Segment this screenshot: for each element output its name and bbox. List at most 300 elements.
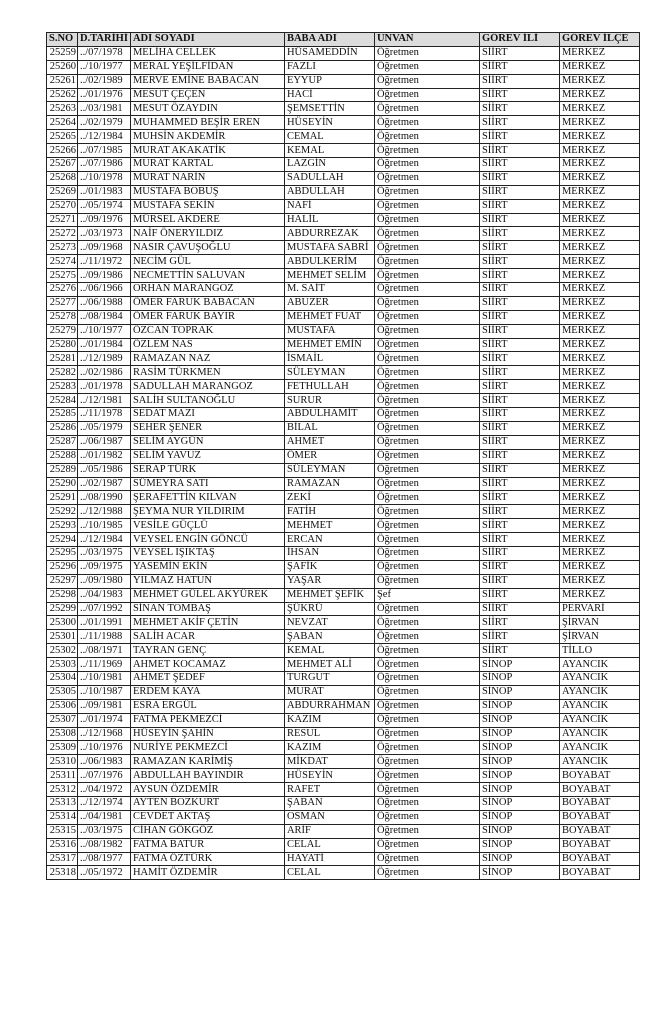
cell-title: Öğretmen — [374, 283, 479, 297]
cell-province: SİİRT — [479, 546, 559, 560]
cell-date: ../01/1982 — [78, 449, 131, 463]
cell-father: MUSTAFA SABRİ — [284, 241, 374, 255]
cell-district: MERKEZ — [559, 574, 639, 588]
cell-father: SURUR — [284, 394, 374, 408]
cell-name: MURAT NARİN — [130, 171, 284, 185]
cell-father: FATİH — [284, 505, 374, 519]
cell-district: BOYABAT — [559, 810, 639, 824]
cell-date: ../03/1975 — [78, 824, 131, 838]
cell-title: Öğretmen — [374, 852, 479, 866]
cell-district: AYANCIK — [559, 755, 639, 769]
cell-district: MERKEZ — [559, 46, 639, 60]
table-row — [47, 241, 640, 255]
cell-province: SİNOP — [479, 783, 559, 797]
cell-province: SİNOP — [479, 713, 559, 727]
cell-name: RAMAZAN KARİMİŞ — [130, 755, 284, 769]
cell-province: SİİRT — [479, 449, 559, 463]
cell-name: AHMET ŞEDEF — [130, 671, 284, 685]
cell-district: MERKEZ — [559, 74, 639, 88]
cell-province: SİİRT — [479, 588, 559, 602]
cell-district: MERKEZ — [559, 477, 639, 491]
cell-province: SİİRT — [479, 88, 559, 102]
cell-title: Şef — [374, 588, 479, 602]
cell-father: SÜLEYMAN — [284, 366, 374, 380]
cell-father: KEMAL — [284, 144, 374, 158]
cell-title: Öğretmen — [374, 769, 479, 783]
cell-father: FAZLI — [284, 60, 374, 74]
cell-sno: 25283 — [47, 380, 78, 394]
cell-title: Öğretmen — [374, 644, 479, 658]
cell-father: HALİL — [284, 213, 374, 227]
cell-province: SİİRT — [479, 283, 559, 297]
cell-father: CEMAL — [284, 130, 374, 144]
cell-district: MERKEZ — [559, 88, 639, 102]
header-title: UNVAN — [374, 33, 479, 47]
cell-date: ../06/1983 — [78, 755, 131, 769]
cell-title: Öğretmen — [374, 546, 479, 560]
cell-sno: 25289 — [47, 463, 78, 477]
cell-district: MERKEZ — [559, 366, 639, 380]
cell-title: Öğretmen — [374, 46, 479, 60]
cell-district: MERKEZ — [559, 491, 639, 505]
cell-father: SADULLAH — [284, 171, 374, 185]
cell-province: SİİRT — [479, 505, 559, 519]
cell-province: SİİRT — [479, 366, 559, 380]
cell-province: SİİRT — [479, 269, 559, 283]
cell-district: AYANCIK — [559, 713, 639, 727]
cell-district: MERKEZ — [559, 352, 639, 366]
table-row — [47, 227, 640, 241]
cell-province: SİİRT — [479, 574, 559, 588]
cell-date: ../01/1976 — [78, 88, 131, 102]
cell-date: ../05/1979 — [78, 421, 131, 435]
cell-name: NAİF ÖNERYILDIZ — [130, 227, 284, 241]
cell-father: ABUZER — [284, 296, 374, 310]
cell-sno: 25311 — [47, 769, 78, 783]
cell-name: VEYSEL IŞIKTAŞ — [130, 546, 284, 560]
cell-date: ../10/1987 — [78, 685, 131, 699]
cell-name: SALİH SULTANOĞLU — [130, 394, 284, 408]
cell-father: ERCAN — [284, 533, 374, 547]
table-row — [47, 546, 640, 560]
cell-father: RAFET — [284, 783, 374, 797]
cell-title: Öğretmen — [374, 838, 479, 852]
cell-date: ../10/1977 — [78, 60, 131, 74]
cell-district: BOYABAT — [559, 796, 639, 810]
cell-province: SİİRT — [479, 116, 559, 130]
header-province: GÖREV İLİ — [479, 33, 559, 47]
cell-district: BOYABAT — [559, 783, 639, 797]
table-row — [47, 421, 640, 435]
table-row — [47, 810, 640, 824]
cell-province: SİNOP — [479, 810, 559, 824]
cell-name: NASIR ÇAVUŞOĞLU — [130, 241, 284, 255]
cell-title: Öğretmen — [374, 810, 479, 824]
table-row — [47, 769, 640, 783]
cell-title: Öğretmen — [374, 366, 479, 380]
cell-district: MERKEZ — [559, 227, 639, 241]
header-name: ADI SOYADI — [130, 33, 284, 47]
cell-date: ../09/1968 — [78, 241, 131, 255]
cell-title: Öğretmen — [374, 171, 479, 185]
cell-sno: 25304 — [47, 671, 78, 685]
cell-province: SİİRT — [479, 394, 559, 408]
table-row — [47, 394, 640, 408]
cell-sno: 25284 — [47, 394, 78, 408]
table-row — [47, 824, 640, 838]
cell-father: YAŞAR — [284, 574, 374, 588]
cell-province: SİİRT — [479, 616, 559, 630]
cell-title: Öğretmen — [374, 713, 479, 727]
cell-date: ../07/1978 — [78, 46, 131, 60]
table-row — [47, 755, 640, 769]
cell-district: MERKEZ — [559, 588, 639, 602]
cell-name: NECMETTİN SALUVAN — [130, 269, 284, 283]
cell-title: Öğretmen — [374, 658, 479, 672]
cell-province: SİİRT — [479, 185, 559, 199]
cell-province: SİİRT — [479, 158, 559, 172]
cell-date: ../08/1990 — [78, 491, 131, 505]
cell-province: SİİRT — [479, 421, 559, 435]
cell-title: Öğretmen — [374, 449, 479, 463]
cell-date: ../05/1972 — [78, 866, 131, 880]
cell-province: SİİRT — [479, 46, 559, 60]
table-row — [47, 630, 640, 644]
table-row — [47, 116, 640, 130]
cell-district: AYANCIK — [559, 671, 639, 685]
cell-date: ../09/1976 — [78, 213, 131, 227]
cell-sno: 25312 — [47, 783, 78, 797]
cell-title: Öğretmen — [374, 477, 479, 491]
cell-district: BOYABAT — [559, 838, 639, 852]
table-row — [47, 324, 640, 338]
cell-date: ../09/1986 — [78, 269, 131, 283]
cell-father: MEHMET — [284, 519, 374, 533]
cell-name: SEDAT MAZI — [130, 408, 284, 422]
cell-province: SİNOP — [479, 741, 559, 755]
cell-date: ../04/1972 — [78, 783, 131, 797]
cell-date: ../01/1983 — [78, 185, 131, 199]
cell-district: MERKEZ — [559, 449, 639, 463]
cell-father: HÜSEYİN — [284, 769, 374, 783]
cell-district: MERKEZ — [559, 199, 639, 213]
cell-sno: 25302 — [47, 644, 78, 658]
cell-district: AYANCIK — [559, 727, 639, 741]
cell-sno: 25318 — [47, 866, 78, 880]
cell-district: MERKEZ — [559, 519, 639, 533]
cell-province: SİNOP — [479, 769, 559, 783]
cell-province: SİİRT — [479, 296, 559, 310]
cell-district: MERKEZ — [559, 144, 639, 158]
cell-name: ABDULLAH BAYINDIR — [130, 769, 284, 783]
cell-name: CEVDET AKTAŞ — [130, 810, 284, 824]
cell-district: MERKEZ — [559, 463, 639, 477]
table-row — [47, 602, 640, 616]
table-row — [47, 519, 640, 533]
cell-sno: 25265 — [47, 130, 78, 144]
cell-father: KAZIM — [284, 741, 374, 755]
cell-name: HÜSEYİN ŞAHİN — [130, 727, 284, 741]
cell-sno: 25299 — [47, 602, 78, 616]
cell-sno: 25291 — [47, 491, 78, 505]
cell-sno: 25307 — [47, 713, 78, 727]
cell-district: AYANCIK — [559, 685, 639, 699]
cell-title: Öğretmen — [374, 741, 479, 755]
cell-district: MERKEZ — [559, 408, 639, 422]
cell-title: Öğretmen — [374, 88, 479, 102]
cell-sno: 25281 — [47, 352, 78, 366]
cell-date: ../05/1986 — [78, 463, 131, 477]
cell-district: BOYABAT — [559, 866, 639, 880]
cell-sno: 25278 — [47, 310, 78, 324]
cell-title: Öğretmen — [374, 408, 479, 422]
cell-province: SİİRT — [479, 102, 559, 116]
cell-name: SERAP TÜRK — [130, 463, 284, 477]
cell-title: Öğretmen — [374, 491, 479, 505]
cell-name: MÜRSEL AKDERE — [130, 213, 284, 227]
cell-date: ../09/1975 — [78, 560, 131, 574]
cell-date: ../12/1988 — [78, 505, 131, 519]
cell-district: MERKEZ — [559, 269, 639, 283]
cell-sno: 25315 — [47, 824, 78, 838]
cell-date: ../08/1977 — [78, 852, 131, 866]
cell-sno: 25270 — [47, 199, 78, 213]
cell-father: ÖMER — [284, 449, 374, 463]
cell-province: SİİRT — [479, 324, 559, 338]
cell-date: ../06/1966 — [78, 283, 131, 297]
cell-name: MESUT ÇEÇEN — [130, 88, 284, 102]
cell-title: Öğretmen — [374, 616, 479, 630]
cell-district: MERKEZ — [559, 60, 639, 74]
cell-title: Öğretmen — [374, 574, 479, 588]
cell-sno: 25292 — [47, 505, 78, 519]
cell-name: AHMET KOCAMAZ — [130, 658, 284, 672]
cell-sno: 25276 — [47, 283, 78, 297]
cell-father: EYYUP — [284, 74, 374, 88]
cell-date: ../02/1986 — [78, 366, 131, 380]
cell-father: MEHMET ALİ — [284, 658, 374, 672]
cell-district: MERKEZ — [559, 116, 639, 130]
table-row — [47, 783, 640, 797]
cell-title: Öğretmen — [374, 421, 479, 435]
cell-father: ŞÜKRÜ — [284, 602, 374, 616]
cell-father: KEMAL — [284, 644, 374, 658]
cell-father: MEHMET SELİM — [284, 269, 374, 283]
cell-sno: 25282 — [47, 366, 78, 380]
cell-sno: 25285 — [47, 408, 78, 422]
cell-province: SİİRT — [479, 171, 559, 185]
cell-date: ../07/1992 — [78, 602, 131, 616]
cell-sno: 25294 — [47, 533, 78, 547]
cell-date: ../08/1971 — [78, 644, 131, 658]
cell-father: HACİ — [284, 88, 374, 102]
cell-father: SÜLEYMAN — [284, 463, 374, 477]
table-row — [47, 866, 640, 880]
cell-district: MERKEZ — [559, 171, 639, 185]
table-row — [47, 171, 640, 185]
cell-father: MEHMET FUAT — [284, 310, 374, 324]
cell-sno: 25305 — [47, 685, 78, 699]
cell-title: Öğretmen — [374, 102, 479, 116]
cell-name: MELİHA CELLEK — [130, 46, 284, 60]
cell-district: MERKEZ — [559, 296, 639, 310]
cell-district: ŞİRVAN — [559, 616, 639, 630]
cell-district: MERKEZ — [559, 533, 639, 547]
cell-father: ABDURRAHMAN — [284, 699, 374, 713]
cell-father: CELAL — [284, 838, 374, 852]
cell-sno: 25290 — [47, 477, 78, 491]
cell-province: SİİRT — [479, 199, 559, 213]
cell-district: MERKEZ — [559, 546, 639, 560]
cell-name: MUHSİN AKDEMİR — [130, 130, 284, 144]
cell-sno: 25296 — [47, 560, 78, 574]
cell-title: Öğretmen — [374, 630, 479, 644]
table-row — [47, 102, 640, 116]
cell-date: ../11/1972 — [78, 255, 131, 269]
cell-sno: 25279 — [47, 324, 78, 338]
cell-district: MERKEZ — [559, 324, 639, 338]
cell-father: ŞABAN — [284, 630, 374, 644]
table-row — [47, 533, 640, 547]
cell-sno: 25298 — [47, 588, 78, 602]
table-row — [47, 505, 640, 519]
cell-province: SİİRT — [479, 477, 559, 491]
cell-province: SİİRT — [479, 644, 559, 658]
table-row — [47, 574, 640, 588]
cell-name: ÖMER FARUK BABACAN — [130, 296, 284, 310]
table-row — [47, 699, 640, 713]
cell-district: MERKEZ — [559, 241, 639, 255]
cell-province: SİİRT — [479, 130, 559, 144]
cell-title: Öğretmen — [374, 796, 479, 810]
cell-father: RAMAZAN — [284, 477, 374, 491]
cell-date: ../11/1969 — [78, 658, 131, 672]
cell-name: SELİM YAVUZ — [130, 449, 284, 463]
cell-date: ../03/1973 — [78, 227, 131, 241]
table-row — [47, 463, 640, 477]
cell-district: MERKEZ — [559, 185, 639, 199]
cell-date: ../11/1988 — [78, 630, 131, 644]
cell-sno: 25287 — [47, 435, 78, 449]
cell-title: Öğretmen — [374, 144, 479, 158]
cell-name: ERDEM KAYA — [130, 685, 284, 699]
cell-name: FATMA BATUR — [130, 838, 284, 852]
cell-sno: 25297 — [47, 574, 78, 588]
cell-name: AYSUN ÖZDEMİR — [130, 783, 284, 797]
cell-sno: 25310 — [47, 755, 78, 769]
cell-date: ../12/1984 — [78, 533, 131, 547]
cell-father: AHMET — [284, 435, 374, 449]
cell-sno: 25314 — [47, 810, 78, 824]
table-row — [47, 60, 640, 74]
cell-title: Öğretmen — [374, 463, 479, 477]
cell-province: SİNOP — [479, 852, 559, 866]
cell-province: SİNOP — [479, 824, 559, 838]
cell-date: ../06/1988 — [78, 296, 131, 310]
cell-province: SİİRT — [479, 602, 559, 616]
cell-title: Öğretmen — [374, 199, 479, 213]
table-row — [47, 352, 640, 366]
cell-province: SİİRT — [479, 380, 559, 394]
cell-father: HÜSEYİN — [284, 116, 374, 130]
cell-name: MESUT ÖZAYDIN — [130, 102, 284, 116]
cell-father: ABDULKERİM — [284, 255, 374, 269]
cell-title: Öğretmen — [374, 74, 479, 88]
cell-name: RAMAZAN NAZ — [130, 352, 284, 366]
cell-title: Öğretmen — [374, 394, 479, 408]
cell-date: ../04/1983 — [78, 588, 131, 602]
cell-district: AYANCIK — [559, 741, 639, 755]
cell-district: MERKEZ — [559, 338, 639, 352]
cell-name: FATMA ÖZTÜRK — [130, 852, 284, 866]
cell-title: Öğretmen — [374, 213, 479, 227]
table-row — [47, 477, 640, 491]
cell-district: BOYABAT — [559, 824, 639, 838]
cell-district: MERKEZ — [559, 560, 639, 574]
cell-sno: 25313 — [47, 796, 78, 810]
cell-name: SÜMEYRA SATI — [130, 477, 284, 491]
cell-province: SİNOP — [479, 796, 559, 810]
table-row — [47, 366, 640, 380]
cell-father: ABDULLAH — [284, 185, 374, 199]
cell-date: ../01/1984 — [78, 338, 131, 352]
cell-sno: 25309 — [47, 741, 78, 755]
cell-name: MURAT KARTAL — [130, 158, 284, 172]
cell-sno: 25261 — [47, 74, 78, 88]
cell-date: ../08/1984 — [78, 310, 131, 324]
cell-district: AYANCIK — [559, 699, 639, 713]
cell-sno: 25280 — [47, 338, 78, 352]
cell-date: ../07/1976 — [78, 769, 131, 783]
cell-name: FATMA PEKMEZCİ — [130, 713, 284, 727]
cell-father: ZEKİ — [284, 491, 374, 505]
cell-district: MERKEZ — [559, 213, 639, 227]
cell-title: Öğretmen — [374, 533, 479, 547]
cell-district: BOYABAT — [559, 769, 639, 783]
cell-date: ../08/1982 — [78, 838, 131, 852]
cell-father: HAYATİ — [284, 852, 374, 866]
cell-sno: 25271 — [47, 213, 78, 227]
table-row — [47, 130, 640, 144]
cell-province: SİNOP — [479, 866, 559, 880]
cell-father: MEHMET EMİN — [284, 338, 374, 352]
cell-name: ÖZLEM NAS — [130, 338, 284, 352]
cell-province: SİİRT — [479, 144, 559, 158]
cell-district: AYANCIK — [559, 658, 639, 672]
cell-date: ../11/1978 — [78, 408, 131, 422]
table-row — [47, 658, 640, 672]
cell-title: Öğretmen — [374, 269, 479, 283]
cell-sno: 25286 — [47, 421, 78, 435]
cell-sno: 25262 — [47, 88, 78, 102]
cell-father: NAFİ — [284, 199, 374, 213]
cell-name: YILMAZ HATUN — [130, 574, 284, 588]
cell-date: ../02/1979 — [78, 116, 131, 130]
cell-date: ../12/1968 — [78, 727, 131, 741]
cell-province: SİİRT — [479, 435, 559, 449]
header-row — [47, 33, 640, 47]
cell-father: KAZIM — [284, 713, 374, 727]
cell-sno: 25317 — [47, 852, 78, 866]
table-row — [47, 713, 640, 727]
cell-province: SİNOP — [479, 658, 559, 672]
cell-province: SİİRT — [479, 519, 559, 533]
table-row — [47, 74, 640, 88]
table-row — [47, 616, 640, 630]
cell-title: Öğretmen — [374, 519, 479, 533]
cell-father: RESUL — [284, 727, 374, 741]
cell-title: Öğretmen — [374, 324, 479, 338]
